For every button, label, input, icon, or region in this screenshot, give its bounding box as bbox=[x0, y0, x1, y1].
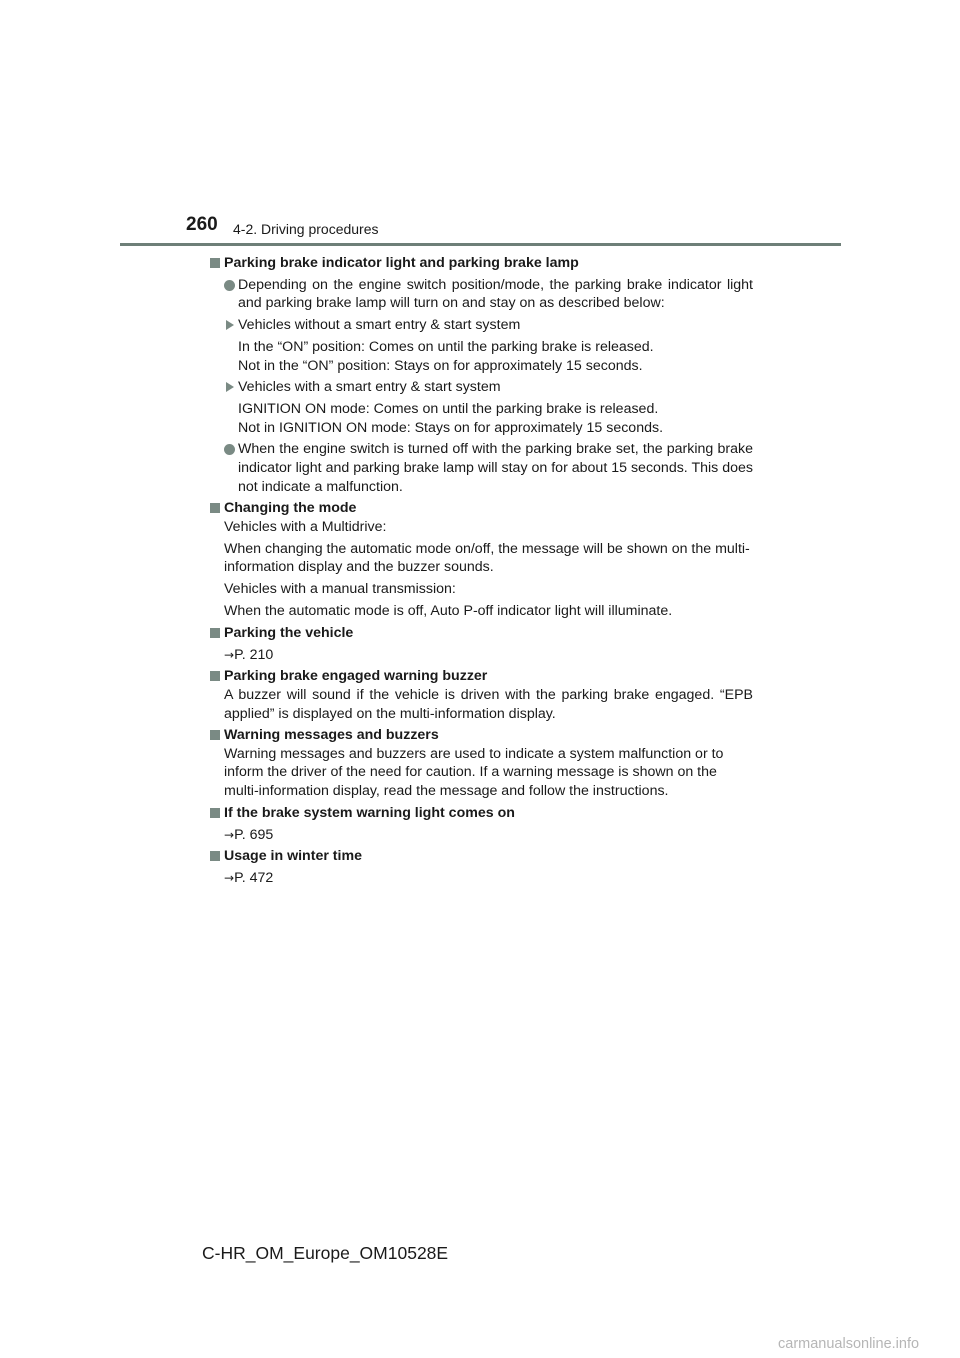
bullet-text: Depending on the engine switch position/mode, the parking brake indicator light and parking brake lamp will turn on and stay on as described below: bbox=[238, 276, 753, 312]
section-square-icon bbox=[210, 628, 220, 638]
page-number: 260 bbox=[186, 214, 218, 235]
bullet-item bbox=[224, 440, 753, 496]
arrow-right-icon: → bbox=[224, 647, 235, 662]
section-parking bbox=[208, 624, 753, 664]
section-square-icon bbox=[210, 503, 220, 513]
header-divider bbox=[120, 243, 841, 246]
page-reference-link[interactable] bbox=[224, 826, 753, 845]
sub-item-body bbox=[224, 338, 753, 375]
page-reference-text: P. 472 bbox=[234, 870, 274, 887]
page-reference-text: P. 695 bbox=[234, 826, 274, 843]
section-title: Usage in winter time bbox=[224, 848, 362, 865]
section-winter bbox=[208, 847, 753, 887]
paragraph: When the automatic mode is off, Auto P-off indicator light will illuminate. bbox=[224, 602, 673, 619]
section-title: If the brake system warning light comes on bbox=[224, 804, 515, 821]
triangle-right-icon bbox=[226, 320, 234, 330]
sub-item bbox=[224, 378, 753, 397]
paragraph: Vehicles with a Multidrive: bbox=[224, 519, 387, 536]
section-square-icon bbox=[210, 258, 220, 268]
section-title: Warning messages and buzzers bbox=[224, 727, 439, 744]
bullet-dot-icon bbox=[224, 444, 235, 455]
section-square-icon bbox=[210, 730, 220, 740]
bullet-item bbox=[224, 276, 753, 313]
watermark: carmanualsonline.info bbox=[778, 1336, 920, 1352]
sub-item-title: Vehicles with a smart entry & start system bbox=[238, 379, 501, 396]
page-reference-link[interactable] bbox=[224, 646, 753, 665]
section-square-icon bbox=[210, 671, 220, 681]
chapter-title: 4-2. Driving procedures bbox=[233, 221, 379, 237]
paragraph: Vehicles with a manual transmission: bbox=[224, 581, 456, 598]
paragraph: When changing the automatic mode on/off, the message will be shown on the multi-information display and the buzzer sounds. bbox=[224, 540, 750, 576]
section-title: Changing the mode bbox=[224, 500, 357, 517]
bullet-text: When the engine switch is turned off with the parking brake set, the parking brake indicator light and parking brake lamp will stay on for about 15 seconds. This does not indicate a malfunction. bbox=[238, 441, 753, 495]
sub-item-line: Not in the “ON” position: Stays on for approximately 15 seconds. bbox=[238, 357, 643, 374]
section-title: Parking brake indicator light and parking brake lamp bbox=[224, 255, 579, 271]
page-reference-text: P. 210 bbox=[234, 646, 274, 663]
section-brake-light bbox=[208, 804, 753, 844]
sub-item-line: Not in IGNITION ON mode: Stays on for approximately 15 seconds. bbox=[238, 419, 664, 436]
section-title: Parking brake engaged warning buzzer bbox=[224, 668, 488, 685]
section-indicator bbox=[208, 254, 753, 496]
arrow-right-icon: → bbox=[224, 871, 235, 886]
sub-item-line: IGNITION ON mode: Comes on until the parking brake is released. bbox=[238, 401, 659, 418]
page-reference-link[interactable] bbox=[224, 869, 753, 888]
arrow-right-icon: → bbox=[224, 827, 235, 842]
paragraph: A buzzer will sound if the vehicle is driven with the parking brake engaged. “EPB applied” is displayed on the multi-information display. bbox=[224, 686, 753, 722]
sub-item bbox=[224, 316, 753, 335]
page-header bbox=[0, 0, 960, 250]
section-square-icon bbox=[210, 851, 220, 861]
paragraph: Warning messages and buzzers are used to indicate a system malfunction or to inform the driver of the need for caution. If a warning message is shown on the multi-information display, read the message and follow the instructions. bbox=[224, 745, 724, 800]
document-code: C-HR_OM_Europe_OM10528E bbox=[202, 1243, 449, 1263]
section-square-icon bbox=[210, 808, 220, 818]
section-mode bbox=[208, 499, 753, 620]
section-buzzer bbox=[208, 667, 753, 723]
section-title: Parking the vehicle bbox=[224, 624, 354, 641]
bullet-dot-icon bbox=[224, 280, 235, 291]
section-warnings bbox=[208, 726, 753, 800]
triangle-right-icon bbox=[226, 382, 234, 392]
sub-item-title: Vehicles without a smart entry & start system bbox=[238, 317, 521, 334]
page-content bbox=[208, 254, 753, 888]
sub-item-line: In the “ON” position: Comes on until the parking brake is released. bbox=[238, 338, 654, 355]
sub-item-body bbox=[224, 400, 753, 437]
